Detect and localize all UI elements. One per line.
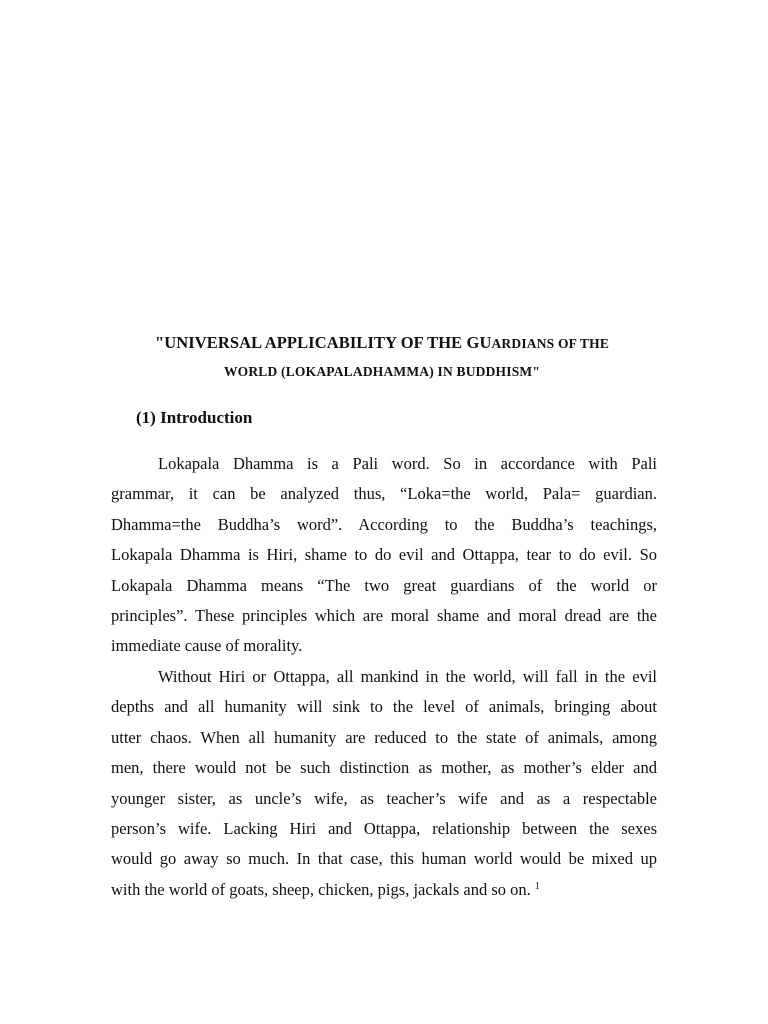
paragraph-line: Lokapala Dhamma is Hiri, shame to do evil and Ottappa, tear to do evil. So [111,545,657,565]
paragraph-line: depths and all humanity will sink to the level of animals, bringing about [111,697,657,717]
document-title [112,329,652,386]
title-caps-part: "UNIVERSAL APPLICABILITY OF THE GU [154,333,492,352]
paragraph-line: Without Hiri or Ottappa, all mankind in the world, will fall in the evil [158,667,657,686]
paragraph-line: utter chaos. When all humanity are reduced to the state of animals, among [111,727,657,747]
paragraph-1 [111,449,657,662]
paragraph-line: Lokapala Dhamma is a Pali word. So in accordance with Pali [158,454,657,473]
paragraph-line: immediate cause of morality. [111,636,303,656]
title-line-1 [112,329,652,358]
paragraph-line: younger sister, as uncle’s wife, as teacher’s wife and as a respectable [111,788,657,808]
section-heading: (1) Introduction [136,408,253,427]
paragraph-line-last [111,875,657,905]
paragraph-line: grammar, it can be analyzed thus, “Loka=the world, Pala= guardian. [111,484,657,504]
paragraph-2 [111,662,657,905]
paragraph-line: principles”. These principles which are moral shame and moral dread are the [111,605,657,625]
paragraph-line: men, there would not be such distinction as mother, as mother’s elder and [111,758,657,778]
paragraph-line: would go away so much. In that case, this human world would be mixed up [111,849,657,869]
paragraph-line: Lokapala Dhamma means “The two great guardians of the world or [111,575,657,595]
footnote-marker[interactable]: 1 [534,880,540,892]
paragraph-line: person’s wife. Lacking Hiri and Ottappa, relationship between the sexes [111,818,657,838]
title-line-2: WORLD (LOKAPALADHAMMA) IN BUDDHISM" [223,364,541,379]
paragraph-last-text: with the world of goats, sheep, chicken, pigs, jackals and so on. [111,879,531,899]
title-small-caps-part: ARDIANS OF THE [491,336,610,351]
paragraph-line: Dhamma=the Buddha’s word”. According to the Buddha’s teachings, [111,514,657,534]
